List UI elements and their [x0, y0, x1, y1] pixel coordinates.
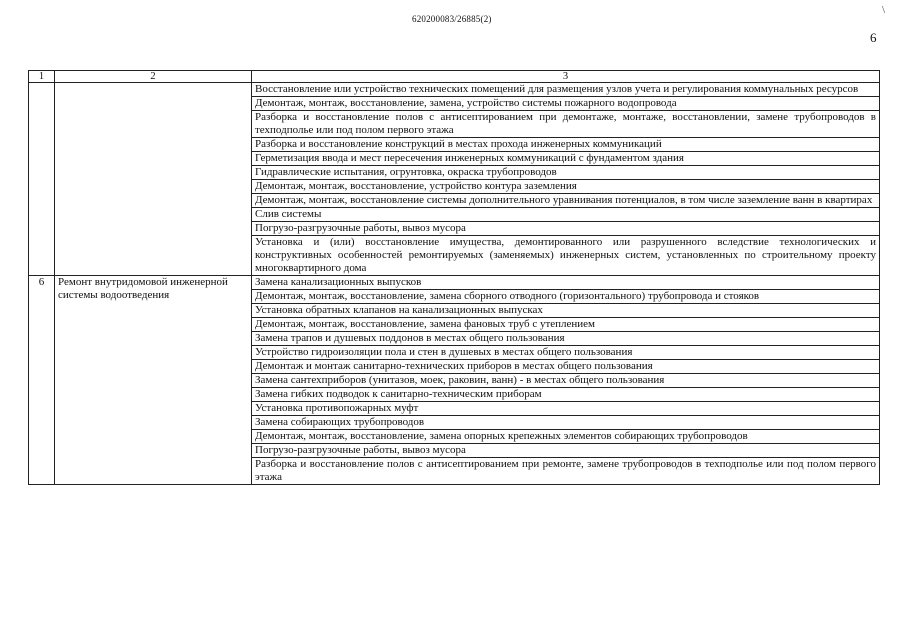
- work-item: Демонтаж, монтаж, восстановление, замена, устройство системы пожарного водопровода: [252, 97, 880, 111]
- work-item: Восстановление или устройство технических помещений для размещения узлов учета и регулирования коммунальных ресурсов: [252, 83, 880, 97]
- work-item: Герметизация ввода и мест пересечения инженерных коммуникаций с фундаментом здания: [252, 152, 880, 166]
- works-table: [28, 70, 880, 485]
- work-item: Устройство гидроизоляции пола и стен в душевых в местах общего пользования: [252, 346, 880, 360]
- work-item: Установка противопожарных муфт: [252, 402, 880, 416]
- work-item: Разборка и восстановление полов с антисептированием при демонтаже, монтаже, восстановлении, замене трубопроводов в техподполье или под полом первого этажа: [252, 111, 880, 138]
- work-item: Замена собирающих трубопроводов: [252, 416, 880, 430]
- work-item: Замена трапов и душевых поддонов в местах общего пользования: [252, 332, 880, 346]
- work-item: Демонтаж, монтаж, восстановление, устройство контура заземления: [252, 180, 880, 194]
- work-item: Замена гибких подводок к санитарно-техническим приборам: [252, 388, 880, 402]
- section-name: Ремонт внутридомовой инженерной системы водоотведения: [55, 276, 252, 485]
- document-code: 620200083/26885(2): [412, 14, 492, 24]
- section-number: [29, 83, 55, 276]
- column-header-2: 2: [55, 71, 252, 83]
- work-item: Замена канализационных выпусков: [252, 276, 880, 290]
- page-number: 6: [870, 30, 877, 45]
- work-item: Замена сантехприборов (унитазов, моек, раковин, ванн) - в местах общего пользования: [252, 374, 880, 388]
- work-item: Демонтаж, монтаж, восстановление, замена сборного отводного (горизонтального) трубопровода и стояков: [252, 290, 880, 304]
- work-item: Слив системы: [252, 208, 880, 222]
- work-item: Демонтаж и монтаж санитарно-технических приборов в местах общего пользования: [252, 360, 880, 374]
- work-item: Демонтаж, монтаж, восстановление системы дополнительного уравнивания потенциалов, в том числе заземление ванн в квартирах: [252, 194, 880, 208]
- work-item: Погрузо-разгрузочные работы, вывоз мусора: [252, 222, 880, 236]
- work-item: Установка обратных клапанов на канализационных выпусках: [252, 304, 880, 318]
- work-item: Погрузо-разгрузочные работы, вывоз мусора: [252, 444, 880, 458]
- column-header-3: 3: [252, 71, 880, 83]
- work-item: Демонтаж, монтаж, восстановление, замена опорных крепежных элементов собирающих трубопроводов: [252, 430, 880, 444]
- table-row: [29, 83, 880, 97]
- work-item: Установка и (или) восстановление имущества, демонтированного или разрушенного вследствие технологических и конструктивных особенностей ремонтируемых (заменяемых) инженерных систем, установленных по строительному проекту многоквартирного дома: [252, 236, 880, 276]
- corner-mark: \: [882, 4, 886, 16]
- work-item: Гидравлические испытания, огрунтовка, окраска трубопроводов: [252, 166, 880, 180]
- table-row: [29, 276, 880, 290]
- table-header-row: [29, 71, 880, 83]
- work-item: Разборка и восстановление конструкций в местах прохода инженерных коммуникаций: [252, 138, 880, 152]
- work-item: Демонтаж, монтаж, восстановление, замена фановых труб с утеплением: [252, 318, 880, 332]
- section-number: 6: [29, 276, 55, 485]
- column-header-1: 1: [29, 71, 55, 83]
- section-name: [55, 83, 252, 276]
- work-item: Разборка и восстановление полов с антисептированием при ремонте, замене трубопроводов в техподполье или под полом первого этажа: [252, 458, 880, 485]
